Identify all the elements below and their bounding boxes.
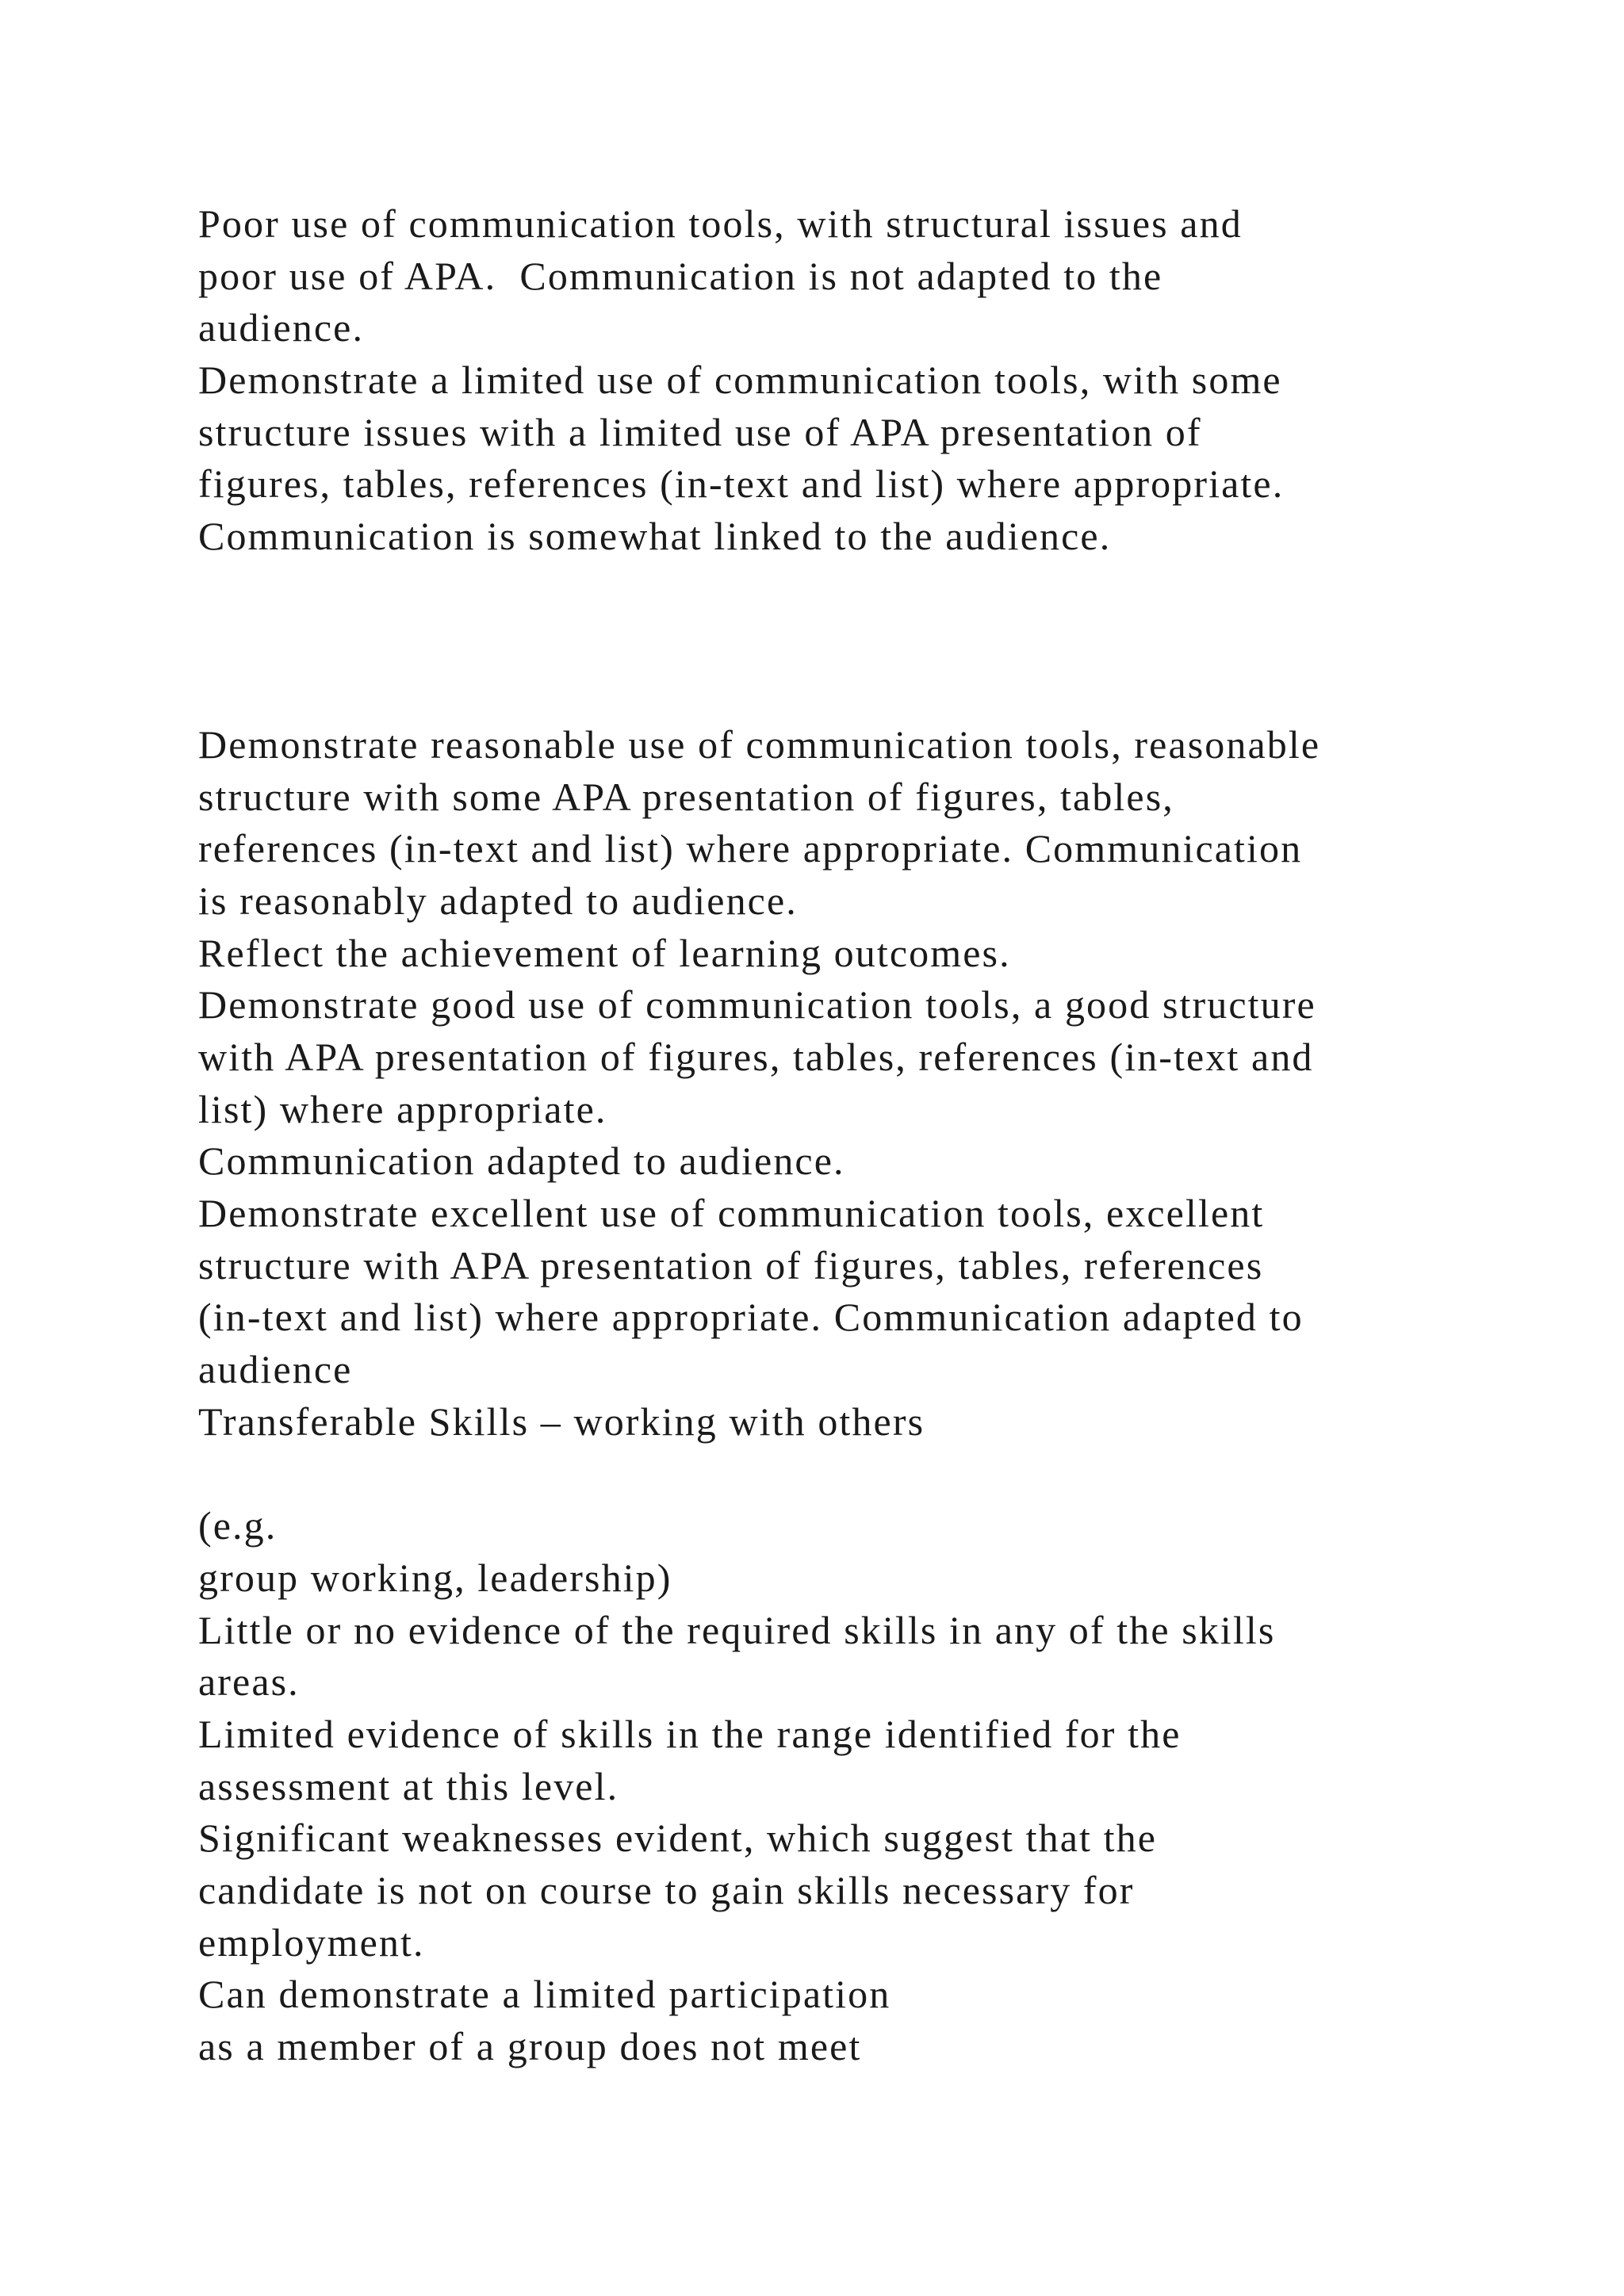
text-line: audience.: [198, 305, 365, 350]
text-line: candidate is not on course to gain skills necessary for: [198, 1868, 1135, 1912]
text-line: list) where appropriate.: [198, 1086, 607, 1131]
text-line: Communication is somewhat linked to the audience.: [198, 514, 1112, 559]
text-line: Demonstrate excellent use of communication tools, excellent: [198, 1191, 1265, 1236]
section-heading: Transferable Skills – working with others: [198, 1399, 925, 1444]
blank-line: [198, 563, 1507, 615]
text-line: employment.: [198, 1919, 425, 1965]
text-line: references (in-text and list) where appropriate. Communication: [198, 826, 1303, 871]
text-line: structure issues with a limited use of APA presentation of: [198, 409, 1202, 454]
text-line: (e.g.: [198, 1503, 278, 1548]
text-line: structure with APA presentation of figures, tables, references: [198, 1242, 1264, 1288]
text-line: Poor use of communication tools, with structural issues and: [198, 201, 1243, 246]
text-line: Demonstrate a limited use of communication tools, with some: [198, 358, 1282, 403]
text-line: audience: [198, 1347, 353, 1392]
text-line: Communication adapted to audience.: [198, 1138, 845, 1184]
document-body: [198, 198, 1507, 2073]
text-line: Reflect the achievement of learning outcomes.: [198, 930, 1011, 975]
text-line: with APA presentation of figures, tables, references (in-text and: [198, 1035, 1314, 1079]
text-line: Little or no evidence of the required skills in any of the skills: [198, 1607, 1276, 1652]
text-line: areas.: [198, 1659, 300, 1705]
blank-line: [198, 667, 1507, 719]
text-line: Significant weaknesses evident, which suggest that the: [198, 1816, 1157, 1861]
text-line: (in-text and list) where appropriate. Communication adapted to: [198, 1295, 1304, 1340]
blank-line: [198, 1448, 1507, 1501]
text-line: assessment at this level.: [198, 1763, 619, 1808]
text-line: is reasonably adapted to audience.: [198, 878, 798, 923]
text-line: Can demonstrate a limited participation: [198, 1972, 891, 2017]
blank-line: [198, 615, 1507, 668]
text-line: Limited evidence of skills in the range identified for the: [198, 1711, 1182, 1756]
text-line: poor use of APA. Communication is not adapted to the: [198, 253, 1163, 298]
text-line: group working, leadership): [198, 1555, 672, 1600]
text-line: Demonstrate good use of communication tools, a good structure: [198, 982, 1316, 1027]
text-line: Demonstrate reasonable use of communication tools, reasonable: [198, 721, 1321, 767]
text-line: figures, tables, references (in-text and list) where appropriate.: [198, 461, 1285, 507]
text-line: as a member of a group does not meet: [198, 2024, 862, 2069]
text-line: structure with some APA presentation of figures, tables,: [198, 774, 1174, 819]
